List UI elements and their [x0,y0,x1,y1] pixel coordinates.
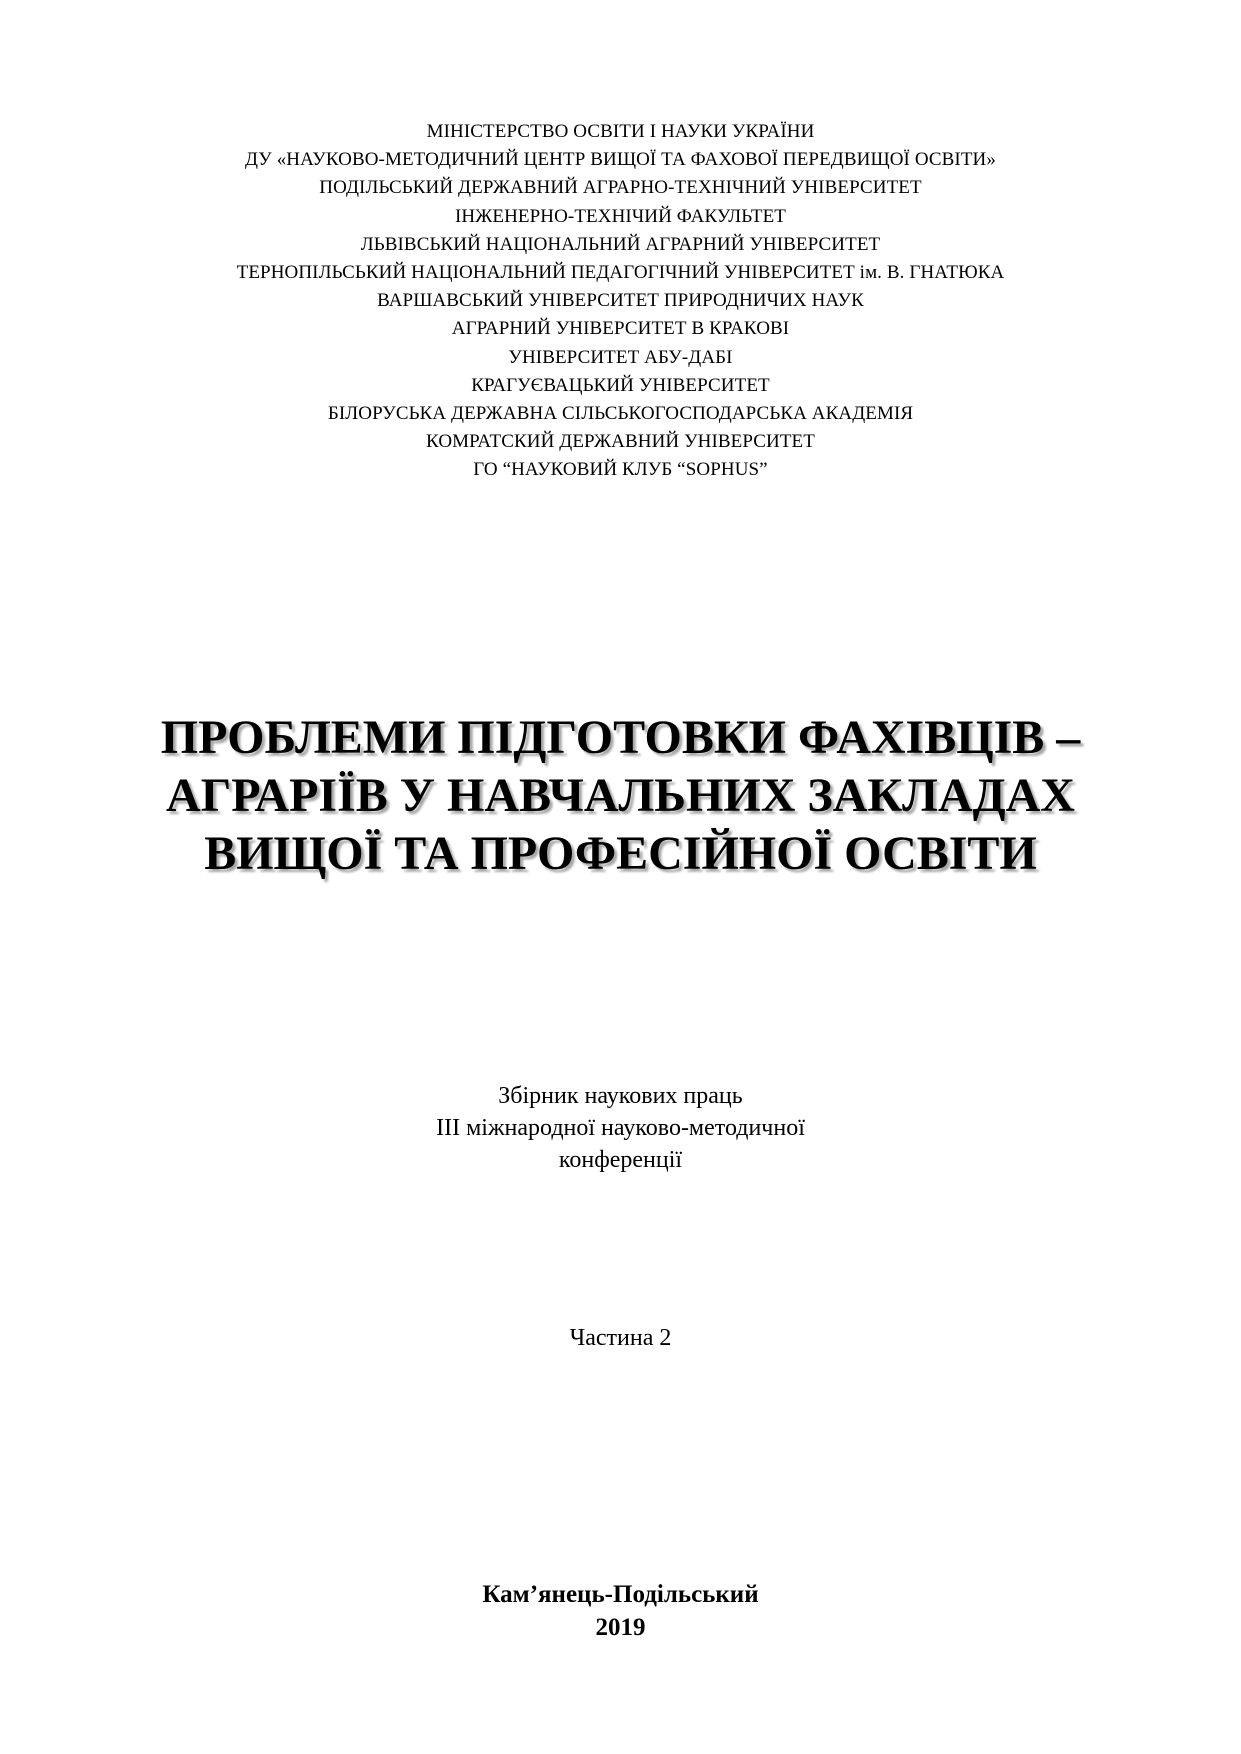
institution-line: ГО “НАУКОВИЙ КЛУБ “SOPHUS” [473,459,768,481]
imprint [0,1578,1241,1644]
title-line: ПРОБЛЕМИ ПІДГОТОВКИ ФАХІВЦІВ – [160,711,1081,764]
part-number: Частина 2 [569,1325,672,1351]
institution-line: АГРАРНИЙ УНІВЕРСИТЕТ В КРАКОВІ [451,318,790,340]
publication-title [0,709,1241,883]
institutions-list [0,118,1241,485]
collection-line: ІІІ міжнародної науково-методичної [436,1115,805,1141]
institution-line: ІНЖЕНЕРНО-ТЕХНІЧИЙ ФАКУЛЬТЕТ [455,205,786,227]
institution-line: ВАРШАВСЬКИЙ УНІВЕРСИТЕТ ПРИРОДНИЧИХ НАУК [377,290,864,312]
collection-line: конференції [558,1147,683,1173]
title-line: ВИЩОЇ ТА ПРОФЕСІЙНОЇ ОСВІТИ [204,827,1037,880]
imprint-city: Кам’янець-Подільський [482,1581,759,1608]
collection-description [0,1080,1241,1176]
imprint-year: 2019 [595,1614,646,1641]
institution-line: ПОДІЛЬСЬКИЙ ДЕРЖАВНИЙ АГРАРНО-ТЕХНІЧНИЙ УНІВЕРСИТЕТ [319,177,922,199]
institution-line: ЛЬВІВСЬКИЙ НАЦІОНАЛЬНИЙ АГРАРНИЙ УНІВЕРСИТЕТ [360,233,881,255]
institution-line: КРАГУЄВАЦЬКИЙ УНІВЕРСИТЕТ [471,374,770,396]
institution-line: ДУ «НАУКОВО-МЕТОДИЧНИЙ ЦЕНТР ВИЩОЇ ТА ФАХОВОЇ ПЕРЕДВИЩОЇ ОСВІТИ» [245,149,996,171]
collection-line: Збірник наукових праць [498,1083,743,1109]
institution-line: КОМРАТСКИЙ ДЕРЖАВНИЙ УНІВЕРСИТЕТ [426,431,815,453]
title-line: АГРАРІЇВ У НАВЧАЛЬНИХ ЗАКЛАДАХ [166,769,1075,822]
institution-line: МІНІСТЕРСТВО ОСВІТИ І НАУКИ УКРАЇНИ [426,121,815,142]
institution-line: УНІВЕРСИТЕТ АБУ-ДАБІ [508,346,733,368]
institution-line: БІЛОРУСЬКА ДЕРЖАВНА СІЛЬСЬКОГОСПОДАРСЬКА АКАДЕМІЯ [327,403,914,425]
institution-line: ТЕРНОПІЛЬСЬКИЙ НАЦІОНАЛЬНИЙ ПЕДАГОГІЧНИЙ УНІВЕРСИТЕТ ім. В. ГНАТЮКА [236,262,1005,284]
